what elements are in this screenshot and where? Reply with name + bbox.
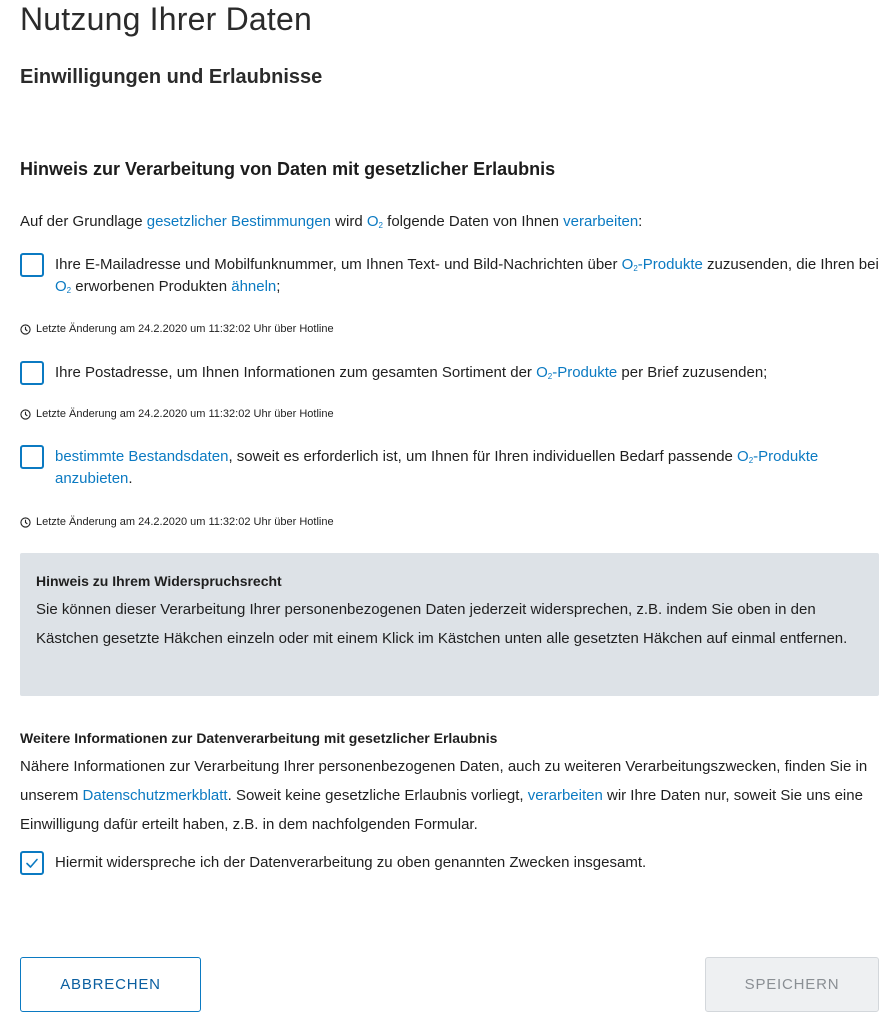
info-body: Nähere Informationen zur Verarbeitung Ihrer personenbezogenen Daten, auch zu weiteren Verarbeitungszwecken, finden Sie in unserem Datenschutzmerkblatt. Soweit keine gesetzliche Erlaubnis vorliegt, verarbeiten wir Ihre Daten nur, soweit Sie uns eine Einwilligung dafür erteilt haben, z.B. in dem nachfolgenden Formular.: [20, 758, 868, 833]
consent-text-bestandsdaten: bestimmte Bestandsdaten, soweit es erforderlich ist, um Ihnen für Ihren individuellen Bedarf passende $O_2$-Produkte anzubieten.: [55, 448, 819, 487]
link-datenschutzmerkblatt[interactable]: Datenschutzmerkblatt: [82, 787, 228, 804]
last-change-meta: Letzte Änderung am 24.2.2020 um 11:32:02 Uhr über Hotline: [20, 515, 334, 529]
o2-brand: $O_2$: [55, 278, 72, 295]
checkmark-icon: [25, 857, 39, 869]
notice-body: Sie können dieser Verarbeitung Ihrer personenbezogenen Daten jederzeit widersprechen, z.B. indem Sie oben in den Kästchen gesetzte Häkchen einzeln oder mit einem Klick im Kästchen unten alle gesetzten Häkchen auf einmal entfernen.: [36, 601, 848, 647]
info-title: Weitere Informationen zur Datenverarbeitung mit gesetzlicher Erlaubnis: [20, 730, 498, 746]
objection-checkbox[interactable]: [20, 851, 44, 875]
clock-icon: [20, 517, 31, 528]
link-o2-produkte[interactable]: $O_2$-Produkte: [536, 364, 618, 381]
link-verarbeiten[interactable]: verarbeiten: [527, 787, 603, 804]
consent-text-email-mobile: Ihre E-Mailadresse und Mobilfunknummer, um Ihnen Text- und Bild-Nachrichten über $O_2$-Produkte zuzusenden, die Ihren bei $O_2$ erworbenen Produkten ähneln;: [55, 256, 879, 295]
section-heading: Hinweis zur Verarbeitung von Daten mit gesetzlicher Erlaubnis: [20, 159, 556, 179]
cancel-button[interactable]: ABBRECHEN: [20, 957, 201, 1012]
link-bestimmte-bestandsdaten[interactable]: bestimmte Bestandsdaten: [55, 448, 229, 465]
consent-checkbox-bestandsdaten[interactable]: [20, 445, 44, 469]
consent-text-postal: Ihre Postadresse, um Ihnen Informationen zum gesamten Sortiment der $O_2$-Produkte per Brief zuzusenden;: [55, 364, 768, 381]
save-button[interactable]: SPEICHERN: [705, 957, 879, 1012]
objection-notice-box: [20, 553, 879, 696]
clock-icon: [20, 324, 31, 335]
o2-brand: $O_2$: [366, 213, 383, 230]
link-verarbeiten[interactable]: verarbeiten: [563, 213, 639, 230]
link-gesetzliche-bestimmungen[interactable]: gesetzlicher Bestimmungen: [146, 213, 332, 230]
page-title: Nutzung Ihrer Daten: [20, 1, 312, 37]
consent-checkbox-postal[interactable]: [20, 361, 44, 385]
intro-text: Auf der Grundlage gesetzlicher Bestimmungen wird $O_2$ folgende Daten von Ihnen verarbeiten:: [20, 213, 643, 230]
link-aehneln[interactable]: ähneln: [231, 278, 277, 295]
link-o2-produkte-anzubieten[interactable]: $O_2$-Produkte anzubieten: [55, 448, 819, 487]
consent-checkbox-email-mobile[interactable]: [20, 253, 44, 277]
last-change-meta: Letzte Änderung am 24.2.2020 um 11:32:02 Uhr über Hotline: [20, 407, 334, 421]
clock-icon: [20, 409, 31, 420]
link-o2-produkte[interactable]: $O_2$-Produkte: [621, 256, 703, 273]
notice-title: Hinweis zu Ihrem Widerspruchsrecht: [36, 573, 282, 589]
last-change-meta: Letzte Änderung am 24.2.2020 um 11:32:02 Uhr über Hotline: [20, 322, 334, 336]
objection-label: Hiermit widerspreche ich der Datenverarbeitung zu oben genannten Zwecken insgesamt.: [55, 854, 647, 871]
page-subtitle: Einwilligungen und Erlaubnisse: [20, 66, 323, 88]
